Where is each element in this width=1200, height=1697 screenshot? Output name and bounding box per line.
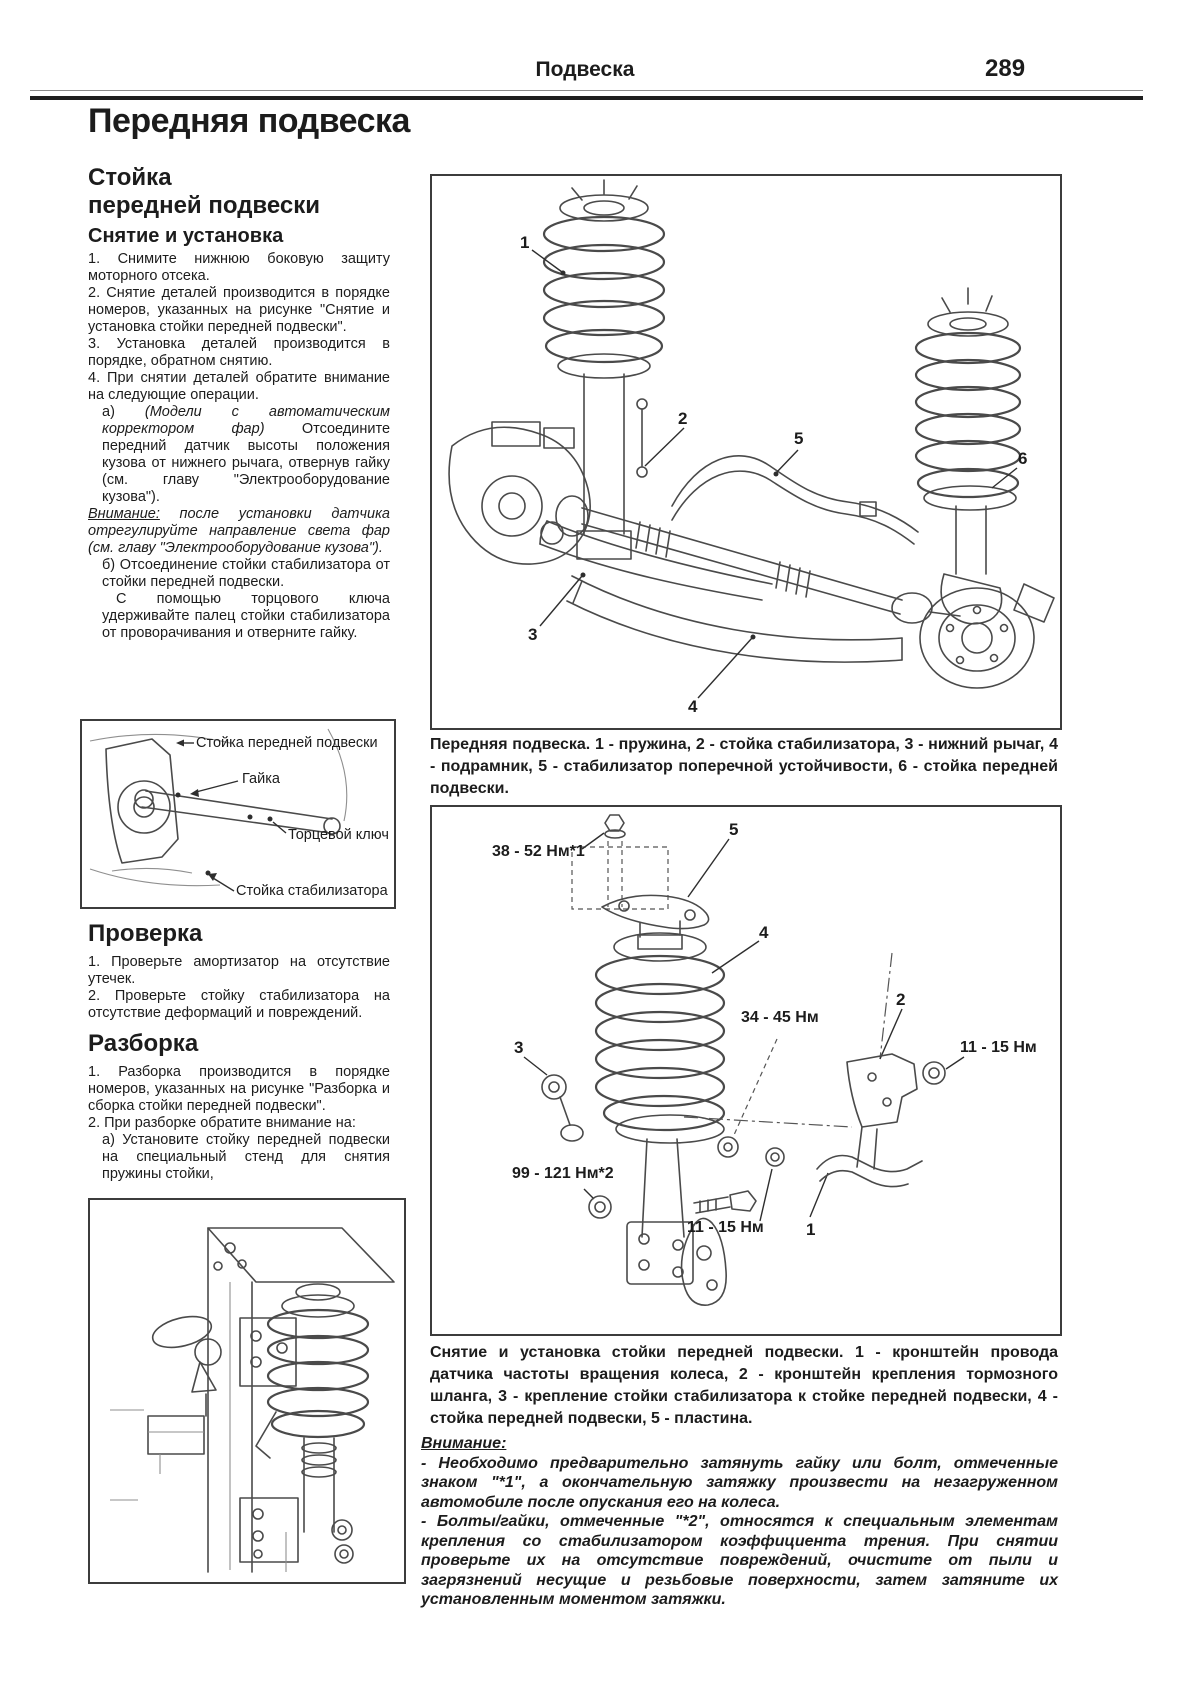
strut-callout-4: 4 <box>759 923 769 942</box>
torque-label-top: 38 - 52 Нм*1 <box>492 843 585 860</box>
caption-overview: Передняя подвеска. 1 - пружина, 2 - стойка стабилизатора, 3 - нижний рычаг, 4 - подрамник, 5 - стабилизатор поперечной устойчивости, 6 - стойка передней подвески. <box>430 736 1058 797</box>
header-rule-thin <box>30 90 1143 91</box>
torque-label-bracket: 11 - 15 Нм <box>960 1039 1037 1056</box>
warning-title: Внимание: <box>421 1435 507 1452</box>
strut-callout-3: 3 <box>514 1038 524 1057</box>
label-nut: Гайка <box>242 771 280 787</box>
label-front-strut: Стойка передней подвески <box>196 735 378 751</box>
removal-note: Внимание: после установки датчика отрегулируйте направление света фар (см. главу "Электрооборудование кузова"). <box>88 506 390 556</box>
disassembly-heading: Разборка <box>88 1030 199 1057</box>
strut-stand-drawing <box>90 1200 404 1582</box>
callout-6: 6 <box>1018 449 1028 468</box>
warning-item-1: - Необходимо предварительно затянуть гайку или болт, отмеченные знаком "*1", а окончательную затяжку произвести на незагруженном автомобиле после опускания его на колеса. <box>421 1454 1058 1511</box>
torque-label-spring: 34 - 45 Нм <box>741 1009 819 1026</box>
page-number: 289 <box>985 55 1026 82</box>
removal-heading: Снятие и установка <box>88 225 284 247</box>
check-heading: Проверка <box>88 920 203 947</box>
callout-1: 1 <box>520 233 530 252</box>
figure-strut-removal <box>430 805 1062 1336</box>
page-title: Передняя подвеска <box>88 102 410 140</box>
strut-callout-1: 1 <box>806 1220 816 1239</box>
figure-suspension-overview <box>430 174 1062 730</box>
check-heading-wrap <box>88 920 390 948</box>
warning-block <box>421 1434 1058 1610</box>
label-stabilizer-link: Стойка стабилизатора <box>236 883 388 899</box>
removal-step-3: 3. Установка деталей производится в порядке, обратном снятию. <box>88 336 390 369</box>
page-header-title: Подвеска <box>535 58 635 81</box>
callout-5: 5 <box>794 429 804 448</box>
torque-label-hose: 11 - 15 Нм <box>687 1219 764 1236</box>
check-instructions <box>88 954 390 1022</box>
callout-2: 2 <box>678 409 688 428</box>
removal-step-4: 4. При снятии деталей обратите внимание на следующие операции. <box>88 370 390 403</box>
strut-callout-5: 5 <box>729 820 739 839</box>
strut-heading: Стойка передней подвески <box>88 164 321 219</box>
removal-step-4a: а) (Модели с автоматическим корректором фар) Отсоедините передний датчик высоты положения кузова от нижнего рычага, отвернув гайку (см. главу "Электрооборудование кузова"). <box>102 404 391 505</box>
strut-callout-2: 2 <box>896 990 906 1009</box>
callout-4: 4 <box>688 697 698 716</box>
removal-step-1: 1. Снимите нижнюю боковую защиту моторного отсека. <box>88 251 390 284</box>
removal-step-4b: б) Отсоединение стойки стабилизатора от стойки передней подвески. <box>102 557 390 590</box>
disassembly-step-2: 2. При разборке обратите внимание на: <box>88 1115 356 1131</box>
figure-strut-stand <box>88 1198 406 1584</box>
removal-step-4b-detail: С помощью торцового ключа удерживайте палец стойки стабилизатора от проворачивания и отверните гайку. <box>102 591 390 641</box>
removal-step-2: 2. Снятие деталей производится в порядке номеров, указанных на рисунке "Снятие и установка стойки передней подвески". <box>88 285 390 335</box>
disassembly-heading-wrap <box>88 1030 390 1058</box>
check-step-1: 1. Проверьте амортизатор на отсутствие утечек. <box>88 954 390 987</box>
callout-3: 3 <box>528 625 538 644</box>
warning-item-2: - Болты/гайки, отмеченные "*2", относятся к специальным элементам крепления со стабилизатором коэффициента трения. При снятии проверьте их на отсутствие повреждений, очистите от пыли и загрязнений несущие и резьбовые поверхности, затем затяните их установленным моментом затяжки. <box>421 1513 1058 1608</box>
disassembly-step-2a: а) Установите стойку передней подвески на специальный стенд для снятия пружины стойки, <box>102 1132 390 1182</box>
figure-stabilizer-wrench <box>80 719 396 909</box>
suspension-overview-drawing <box>432 176 1060 728</box>
strut-removal-drawing <box>432 807 1060 1334</box>
left-column-heading <box>88 164 390 248</box>
disassembly-instructions <box>88 1064 390 1183</box>
disassembly-step-1: 1. Разборка производится в порядке номеров, указанных на рисунке "Разборка и сборка стойки передней подвески". <box>88 1064 390 1114</box>
label-socket-wrench: Торцевой ключ <box>288 827 389 843</box>
header-rule-thick <box>30 96 1143 100</box>
check-step-2: 2. Проверьте стойку стабилизатора на отсутствие деформаций и повреждений. <box>88 988 390 1021</box>
caption-strut-removal: Снятие и установка стойки передней подвески. 1 - кронштейн провода датчика частоты вращения колеса, 2 - кронштейн крепления тормозного шланга, 3 - крепление стойки стабилизатора к стойке передней подвески, 4 - стойка передней подвески, 5 - пластина. <box>430 1344 1058 1427</box>
torque-label-lower: 99 - 121 Нм*2 <box>512 1165 614 1182</box>
removal-instructions <box>88 251 390 642</box>
